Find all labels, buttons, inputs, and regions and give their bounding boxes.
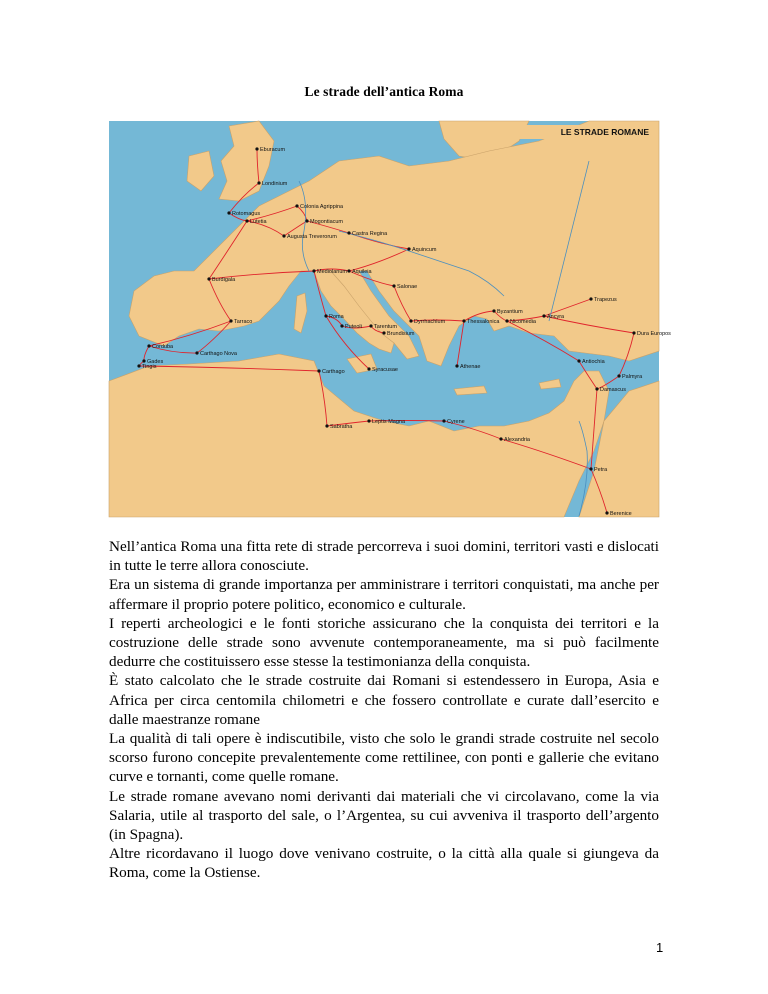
city-label: Gades xyxy=(147,359,164,365)
city-label: Athenae xyxy=(460,364,481,370)
paragraph-3: I reperti archeologici e le fonti storiche assicurano che la conquista dei territori e la costruzione delle strade sono avvenute contemporaneamente, ma si può facilmente dedurre che costituissero esse stesse la testimonianza della conquista. xyxy=(109,614,659,671)
city-label: Damascus xyxy=(600,387,626,393)
city-label: Aquincum xyxy=(412,247,437,253)
city-label: Puteoli xyxy=(345,324,362,330)
city-label: Petra xyxy=(594,467,608,473)
city-marker xyxy=(632,331,635,334)
city-marker xyxy=(499,437,502,440)
page-number: 1 xyxy=(656,940,664,955)
city-marker xyxy=(312,269,315,272)
city-marker xyxy=(442,419,445,422)
city-marker xyxy=(195,351,198,354)
city-label: Cyrene xyxy=(447,419,465,425)
city-marker xyxy=(142,359,145,362)
city-marker xyxy=(367,419,370,422)
city-marker xyxy=(347,231,350,234)
city-label: Syracusae xyxy=(372,367,398,373)
city-marker xyxy=(340,324,343,327)
city-marker xyxy=(295,204,298,207)
city-marker xyxy=(492,309,495,312)
city-marker xyxy=(325,424,328,427)
city-label: Dyrrhachium xyxy=(414,319,446,325)
paragraph-6: Le strade romane avevano nomi derivanti dai materiali che vi circolavano, come la via Salaria, utile al trasporto del sale, o l’Argentea, su cui avveniva il trasporto dell’argento (in Spagna). xyxy=(109,787,659,844)
city-marker xyxy=(137,364,140,367)
city-marker xyxy=(409,319,412,322)
city-marker xyxy=(324,314,327,317)
city-marker xyxy=(542,314,545,317)
city-marker xyxy=(255,147,258,150)
city-label: Augusta Treverorum xyxy=(287,234,337,240)
city-marker xyxy=(229,319,232,322)
city-label: Tingis xyxy=(142,364,157,370)
roman-roads-map xyxy=(109,121,671,517)
city-label: Dura Europos xyxy=(637,331,671,337)
city-label: Leptis Magna xyxy=(372,419,406,425)
city-marker xyxy=(382,331,385,334)
city-label: Tarentum xyxy=(374,324,397,330)
city-marker xyxy=(207,277,210,280)
city-label: Ancyra xyxy=(547,314,565,320)
city-label: Colonia Agrippina xyxy=(300,204,344,210)
city-marker xyxy=(369,324,372,327)
city-marker xyxy=(282,234,285,237)
city-label: Mogontiacum xyxy=(310,219,344,225)
city-label: Brundisium xyxy=(387,331,415,337)
city-label: Carthago xyxy=(322,369,345,375)
land-masses xyxy=(109,121,659,517)
city-marker xyxy=(227,211,230,214)
city-label: Thessalonica xyxy=(467,319,500,325)
city-label: Burdigala xyxy=(212,277,236,283)
city-label: Mediolanum xyxy=(317,269,347,275)
city-marker xyxy=(392,284,395,287)
city-marker xyxy=(147,344,150,347)
city-label: Lutetia xyxy=(250,219,267,225)
city-label: Salonae xyxy=(397,284,418,290)
body-text xyxy=(109,537,659,883)
city-marker xyxy=(455,364,458,367)
city-label: Tarraco xyxy=(234,319,253,325)
city-marker xyxy=(407,247,410,250)
city-label: Londinium xyxy=(262,181,288,187)
city-label: Castra Regina xyxy=(352,231,388,237)
city-label: Palmyra xyxy=(622,374,643,380)
city-marker xyxy=(589,467,592,470)
city-marker xyxy=(367,367,370,370)
city-label: Corduba xyxy=(152,344,174,350)
paragraph-7: Altre ricordavano il luogo dove venivano costruite, o la città alla quale si giungeva da Roma, come la Ostiense. xyxy=(109,845,659,882)
paragraph-4: È stato calcolato che le strade costruite dai Romani si estendessero in Europa, Asia e Africa per circa centomila chilometri e che fossero controllate e curate dall’esercito e dalle maestranze romane xyxy=(109,672,659,728)
city-marker xyxy=(577,359,580,362)
paragraph-5: La qualità di tali opere è indiscutibile, visto che solo le grandi strade costruite nel secolo scorso furono concepite prevalentemente come rettilinee, con ponti e gallerie che evitano curve e tornanti, come quelle romane. xyxy=(109,730,659,786)
city-label: Byzantium xyxy=(497,309,523,315)
city-label: Eburacum xyxy=(260,147,286,153)
city-label: Carthago Nova xyxy=(200,351,237,357)
city-marker xyxy=(605,511,608,514)
city-marker xyxy=(505,319,508,322)
map-title: LE STRADE ROMANE xyxy=(560,127,649,137)
city-marker xyxy=(617,374,620,377)
city-label: Alexandria xyxy=(504,437,530,443)
city-marker xyxy=(347,269,350,272)
city-label: Roma xyxy=(329,314,344,320)
city-label: Trapezus xyxy=(594,297,617,303)
paragraph-1: Nell’antica Roma una fitta rete di strade percorreva i suoi domini, territori vasti e dislocati in tutte le terre allora conosciute. xyxy=(109,538,659,575)
city-marker xyxy=(305,219,308,222)
paragraph-2: Era un sistema di grande importanza per amministrare i territori conquistati, ma anche per affermare il proprio potere politico, economico e culturale. xyxy=(109,576,659,613)
city-label: Aquileia xyxy=(352,269,372,275)
page-title: Le strade dell’antica Roma xyxy=(304,84,464,99)
city-marker xyxy=(589,297,592,300)
city-label: Berenice xyxy=(610,511,632,517)
city-label: Rotomagus xyxy=(232,211,261,217)
city-label: Sabratha xyxy=(330,424,353,430)
city-marker xyxy=(257,181,260,184)
city-label: Nicomedia xyxy=(510,319,536,325)
city-marker xyxy=(462,319,465,322)
city-marker xyxy=(245,219,248,222)
city-marker xyxy=(595,387,598,390)
city-label: Antiochia xyxy=(582,359,605,365)
city-marker xyxy=(317,369,320,372)
